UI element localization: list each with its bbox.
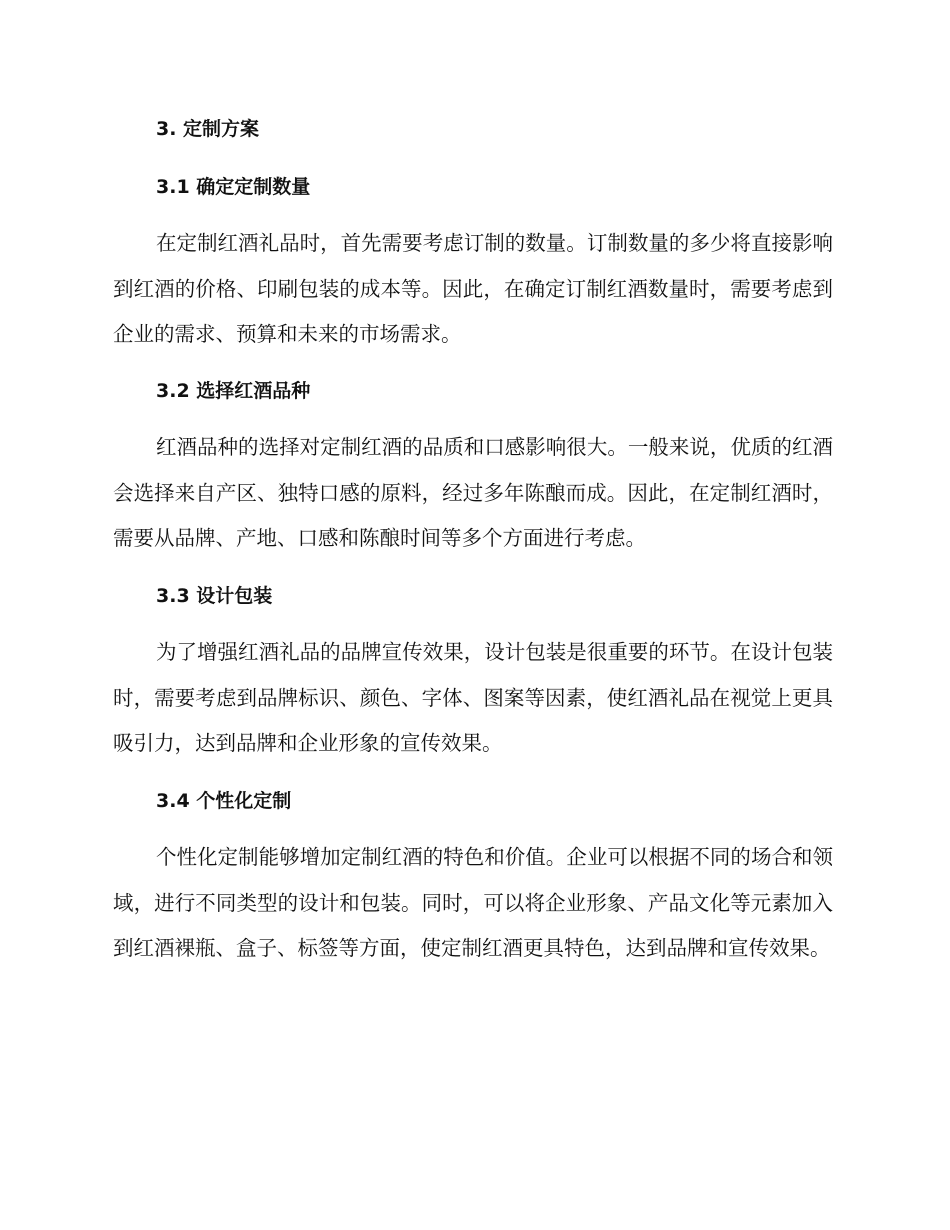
subsection-heading-3-1: 3.1 确定定制数量 <box>156 176 311 198</box>
subsection-body-3-1: 在定制红酒礼品时，首先需要考虑订制的数量。订制数量的多少将直接影响到红酒的价格、印刷包装的成本等。因此，在确定订制红酒数量时，需要考虑到企业的需求、预算和未来的市场需求。 <box>113 231 833 346</box>
subsection-body-3-3: 为了增强红酒礼品的品牌宣传效果，设计包装是很重要的环节。在设计包装时，需要考虑到品牌标识、颜色、字体、图案等因素，使红酒礼品在视觉上更具吸引力，达到品牌和企业形象的宣传效果。 <box>113 640 833 755</box>
subsection-heading-3-4: 3.4 个性化定制 <box>156 790 292 812</box>
subsection-heading-3-3: 3.3 设计包装 <box>156 585 273 607</box>
subsection-body-3-2: 红酒品种的选择对定制红酒的品质和口感影响很大。一般来说，优质的红酒会选择来自产区、独特口感的原料，经过多年陈酿而成。因此，在定制红酒时，需要从品牌、产地、口感和陈酿时间等多个方面进行考虑。 <box>113 435 833 550</box>
subsection-body-3-4: 个性化定制能够增加定制红酒的特色和价值。企业可以根据不同的场合和领域，进行不同类型的设计和包装。同时，可以将企业形象、产品文化等元素加入到红酒裸瓶、盒子、标签等方面，使定制红酒更具特色，达到品牌和宣传效果。 <box>113 845 833 960</box>
subsection-heading-3-2: 3.2 选择红酒品种 <box>156 380 311 402</box>
section-title: 3. 定制方案 <box>156 118 260 140</box>
